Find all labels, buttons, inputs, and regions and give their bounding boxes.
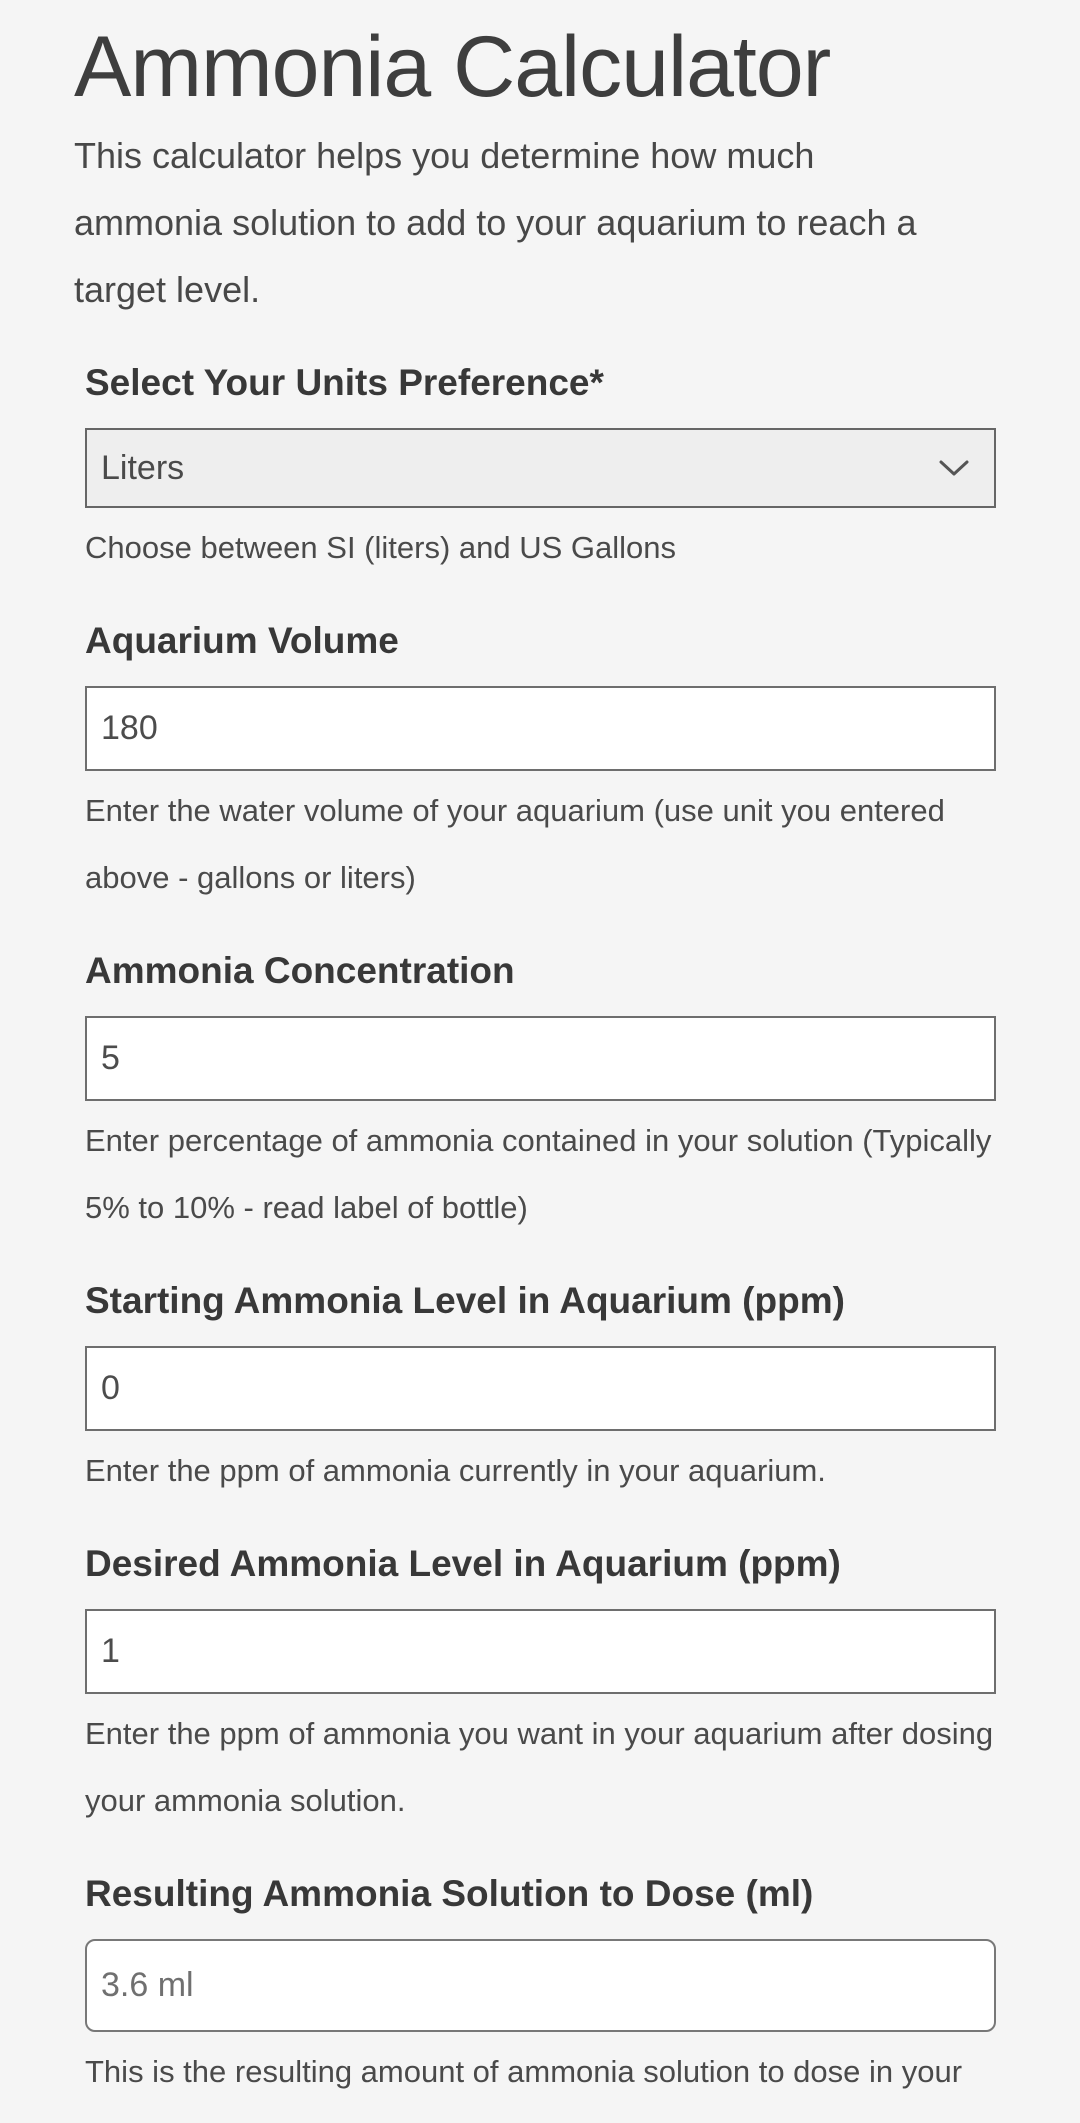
chevron-down-icon <box>938 459 970 477</box>
help-line: This is the resulting amount of ammonia solution to dose in your <box>85 2054 963 2090</box>
intro-line: This calculator helps you determine how much <box>74 135 815 177</box>
help-line: your ammonia solution. <box>85 1783 406 1819</box>
field-aquarium-volume <box>85 619 996 911</box>
aquarium-volume-help <box>85 777 996 911</box>
intro-paragraph <box>74 122 1080 323</box>
desired-ammonia-level-help <box>85 1700 996 1834</box>
starting-ammonia-level-input[interactable] <box>85 1346 996 1431</box>
page-title: Ammonia Calculator <box>74 19 831 115</box>
starting-ammonia-level-help <box>85 1437 996 1504</box>
ammonia-concentration-help <box>85 1107 996 1241</box>
ammonia-concentration-label: Ammonia Concentration <box>85 950 515 992</box>
desired-ammonia-level-input[interactable] <box>85 1609 996 1694</box>
resulting-dose-help <box>85 2038 996 2105</box>
field-resulting-dose <box>85 1872 996 2105</box>
help-line: Enter the ppm of ammonia currently in your aquarium. <box>85 1453 826 1489</box>
units-preference-select[interactable] <box>85 428 996 508</box>
calculator-form <box>85 361 1080 2105</box>
aquarium-volume-label: Aquarium Volume <box>85 620 399 662</box>
help-line: Enter percentage of ammonia contained in your solution (Typically <box>85 1123 992 1159</box>
ammonia-calculator-page <box>0 19 1080 2105</box>
resulting-dose-input[interactable] <box>85 1939 996 2032</box>
aquarium-volume-input[interactable] <box>85 686 996 771</box>
field-desired-ammonia-level <box>85 1542 996 1834</box>
units-preference-selected-value: Liters <box>101 448 185 487</box>
intro-line: ammonia solution to add to your aquarium to reach a <box>74 202 917 244</box>
field-ammonia-concentration <box>85 949 996 1241</box>
help-line: Choose between SI (liters) and US Gallons <box>85 530 677 566</box>
units-preference-help <box>85 514 996 581</box>
help-line: 5% to 10% - read label of bottle) <box>85 1190 528 1226</box>
desired-ammonia-level-label: Desired Ammonia Level in Aquarium (ppm) <box>85 1543 841 1585</box>
intro-line: target level. <box>74 269 261 311</box>
starting-ammonia-level-label: Starting Ammonia Level in Aquarium (ppm) <box>85 1280 845 1322</box>
help-line: Enter the water volume of your aquarium (use unit you entered <box>85 793 945 829</box>
units-preference-label: Select Your Units Preference* <box>85 362 604 404</box>
help-line: above - gallons or liters) <box>85 860 416 896</box>
field-units-preference <box>85 361 996 581</box>
resulting-dose-label: Resulting Ammonia Solution to Dose (ml) <box>85 1873 814 1915</box>
field-starting-ammonia-level <box>85 1279 996 1504</box>
ammonia-concentration-input[interactable] <box>85 1016 996 1101</box>
help-line: Enter the ppm of ammonia you want in your aquarium after dosing <box>85 1716 994 1752</box>
